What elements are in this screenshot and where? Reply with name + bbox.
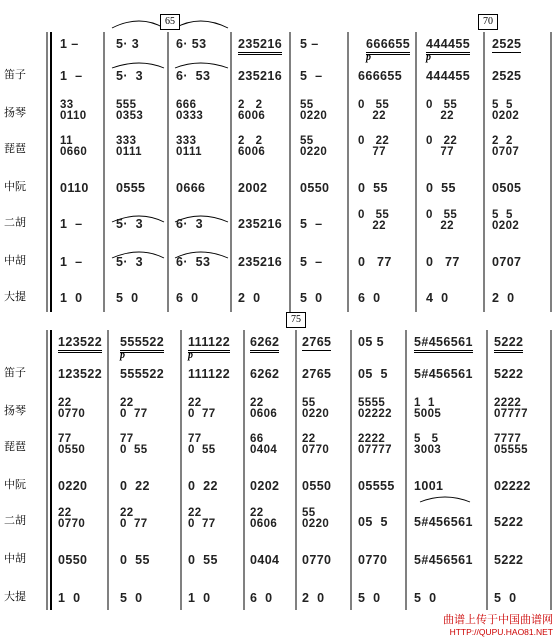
melody-measure: 555522 <box>120 336 164 353</box>
instrument-label-zhongruan: 中阮 <box>4 180 26 193</box>
score-cell: 0505 <box>492 181 522 195</box>
score-cell: 0707 <box>492 255 522 269</box>
score-cell: 111122 <box>188 367 231 381</box>
dynamic-marking: p <box>188 350 193 361</box>
score-cell: 0404 <box>250 553 280 567</box>
instrument-label-erhu: 二胡 <box>4 514 26 527</box>
score-cell: 5222 <box>494 515 524 529</box>
score-cell: 02222 <box>494 479 531 493</box>
score-cell: 555 0353 <box>116 99 144 122</box>
score-cell: 2 0 <box>492 291 515 305</box>
instrument-label-dati: 大提 <box>4 590 26 603</box>
rehearsal-mark-65: 65 <box>160 14 180 30</box>
score-cell: 0 77 <box>426 255 460 269</box>
score-cell: 22 0 77 <box>120 397 148 420</box>
score-cell: 1 0 <box>58 591 81 605</box>
melody-measure: 5 – <box>300 37 319 51</box>
score-cell: 666 0333 <box>176 99 204 122</box>
score-cell: 2222 07777 <box>358 433 392 456</box>
instrument-label-yangqin: 扬琴 <box>4 106 26 119</box>
melody-measure: 5#456561 <box>414 336 473 353</box>
melody-measure: 6262 <box>250 336 279 353</box>
score-cell: 0 55 22 <box>426 209 458 232</box>
score-cell: 77 0 55 <box>120 433 148 456</box>
score-cell: 4 0 <box>426 291 449 305</box>
instrument-label-yangqin: 扬琴 <box>4 404 26 417</box>
instrument-label-zhonghu: 中胡 <box>4 552 26 565</box>
melody-measure: 123522 <box>58 336 102 353</box>
score-cell: 5 0 <box>300 291 323 305</box>
melody-measure: 2765 <box>302 335 332 349</box>
melody-measure: 111122 <box>188 336 230 353</box>
score-cell: 0770 <box>358 553 388 567</box>
rehearsal-mark-75: 75 <box>286 312 306 328</box>
score-cell: 235216 <box>238 69 283 83</box>
dynamic-marking: p <box>366 52 371 63</box>
score-cell: 22 0770 <box>58 507 86 530</box>
score-cell: 22 0 77 <box>120 507 148 530</box>
score-cell: 0 22 <box>120 479 150 493</box>
watermark-url: HTTP://QUPU.HAO81.NET <box>449 627 553 637</box>
melody-measure: 1 – <box>60 37 79 51</box>
score-cell: 5 – <box>300 255 323 269</box>
score-cell: 1 1 5005 <box>414 397 442 420</box>
score-cell: 0 55 <box>426 181 456 195</box>
score-cell: 22 0770 <box>58 397 86 420</box>
score-cell: 5 – <box>300 69 323 83</box>
score-cell: 0770 <box>302 553 332 567</box>
instrument-label-pipa: 琵琶 <box>4 142 26 155</box>
score-cell: 22 0 77 <box>188 397 216 420</box>
score-cell: 55 0220 <box>302 397 330 420</box>
score-cell: 0 77 <box>358 255 392 269</box>
score-cell: 1 – <box>60 217 83 231</box>
score-cell: 0 22 <box>188 479 218 493</box>
score-cell: 5 0 <box>494 591 517 605</box>
score-cell: 333 0111 <box>116 135 142 158</box>
score-cell: 123522 <box>58 367 103 381</box>
score-cell: 1001 <box>414 479 444 493</box>
watermark <box>443 614 553 638</box>
score-cell: 2 2 6006 <box>238 99 266 122</box>
score-cell: 0 55 22 <box>358 99 390 122</box>
score-cell: 1 – <box>60 255 83 269</box>
score-cell: 0 55 22 <box>358 209 390 232</box>
score-cell: 22 0 77 <box>188 507 216 530</box>
score-cell: 55 0220 <box>300 135 328 158</box>
score-cell: 33 0110 <box>60 99 87 122</box>
dynamic-marking: p <box>120 350 125 361</box>
score-cell: 5 0 <box>120 591 143 605</box>
score-cell: 6 0 <box>250 591 273 605</box>
score-cell: 2 0 <box>302 591 325 605</box>
score-cell: 5#456561 <box>414 367 473 381</box>
instrument-label-zhonghu: 中胡 <box>4 254 26 267</box>
score-cell: 5#456561 <box>414 515 473 529</box>
score-cell: 7777 05555 <box>494 433 528 456</box>
score-cell: 444455 <box>426 69 471 83</box>
melody-measure: 444455 <box>426 38 470 55</box>
score-cell: 6 0 <box>358 291 381 305</box>
score-cell: 05 5 <box>358 515 388 529</box>
score-cell: 77 0550 <box>58 433 86 456</box>
score-cell: 6· 53 <box>176 255 211 269</box>
score-cell: 2222 07777 <box>494 397 528 420</box>
score-cell: 5 0 <box>116 291 139 305</box>
score-cell: 555522 <box>120 367 165 381</box>
score-cell: 11 0660 <box>60 135 88 158</box>
melody-measure: 05 5 <box>358 335 384 349</box>
score-cell: 0 55 22 <box>426 99 458 122</box>
instrument-label-dizi: 笛子 <box>4 68 26 81</box>
score-cell: 5#456561 <box>414 553 473 567</box>
watermark-title: 曲谱上传于中国曲谱网 <box>443 613 553 626</box>
melody-measure: 2525 <box>492 37 522 51</box>
instrument-label-erhu: 二胡 <box>4 216 26 229</box>
score-cell: 05 5 <box>358 367 388 381</box>
score-cell: 5 0 <box>414 591 437 605</box>
score-cell: 2 2 0707 <box>492 135 520 158</box>
melody-measure: 5222 <box>494 336 523 353</box>
score-cell: 5· 3 <box>116 255 144 269</box>
score-cell: 5222 <box>494 553 524 567</box>
score-cell: 66 0404 <box>250 433 278 456</box>
score-cell: 0202 <box>250 479 280 493</box>
score-cell: 0 55 <box>358 181 388 195</box>
melody-measure: 666655 <box>366 38 410 55</box>
score-cell: 6· 53 <box>176 69 211 83</box>
score-cell: 5222 <box>494 367 524 381</box>
score-cell: 2 2 6006 <box>238 135 266 158</box>
melody-measure: 5· 3 <box>116 37 140 51</box>
score-cell: 0550 <box>58 553 88 567</box>
score-cell: 5· 3 <box>116 217 144 231</box>
instrument-label-zhongruan: 中阮 <box>4 478 26 491</box>
score-cell: 6262 <box>250 367 280 381</box>
score-cell: 2765 <box>302 367 332 381</box>
instrument-label-dati: 大提 <box>4 290 26 303</box>
score-cell: 77 0 55 <box>188 433 216 456</box>
score-cell: 5 5 0202 <box>492 209 520 232</box>
score-cell: 5 0 <box>358 591 381 605</box>
score-cell: 2525 <box>492 69 522 83</box>
score-cell: 0666 <box>176 181 206 195</box>
score-cell: 0110 <box>60 181 89 195</box>
score-cell: 0220 <box>58 479 88 493</box>
instrument-label-pipa: 琵琶 <box>4 440 26 453</box>
melody-measure: 235216 <box>238 38 282 55</box>
score-cell: 1 0 <box>60 291 83 305</box>
score-cell: 5 5 3003 <box>414 433 442 456</box>
score-cell: 0555 <box>116 181 146 195</box>
score-cell: 22 0606 <box>250 397 278 420</box>
score-cell: 5· 3 <box>116 69 144 83</box>
score-cell: 55 0220 <box>302 507 330 530</box>
score-cell: 0 55 <box>120 553 150 567</box>
score-cell: 5 – <box>300 217 323 231</box>
score-cell: 1 – <box>60 69 83 83</box>
score-cell: 5 5 0202 <box>492 99 520 122</box>
score-cell: 2002 <box>238 181 268 195</box>
melody-measure: 6· 53 <box>176 37 207 51</box>
instrument-label-dizi: 笛子 <box>4 366 26 379</box>
score-cell: 333 0111 <box>176 135 202 158</box>
score-cell: 666655 <box>358 69 403 83</box>
score-cell: 22 0770 <box>302 433 330 456</box>
score-cell: 05555 <box>358 479 395 493</box>
score-cell: 235216 <box>238 217 283 231</box>
score-cell: 5555 02222 <box>358 397 392 420</box>
dynamic-marking: p <box>426 52 431 63</box>
score-cell: 2 0 <box>238 291 261 305</box>
score-cell: 6 0 <box>176 291 199 305</box>
rehearsal-mark-70: 70 <box>478 14 498 30</box>
score-cell: 55 0220 <box>300 99 328 122</box>
score-cell: 22 0606 <box>250 507 278 530</box>
score-cell: 0 22 77 <box>426 135 458 158</box>
score-cell: 235216 <box>238 255 283 269</box>
score-cell: 0 22 77 <box>358 135 390 158</box>
score-cell: 0550 <box>302 479 332 493</box>
score-cell: 0 55 <box>188 553 218 567</box>
score-cell: 6· 3 <box>176 217 204 231</box>
score-cell: 1 0 <box>188 591 211 605</box>
score-cell: 0550 <box>300 181 330 195</box>
